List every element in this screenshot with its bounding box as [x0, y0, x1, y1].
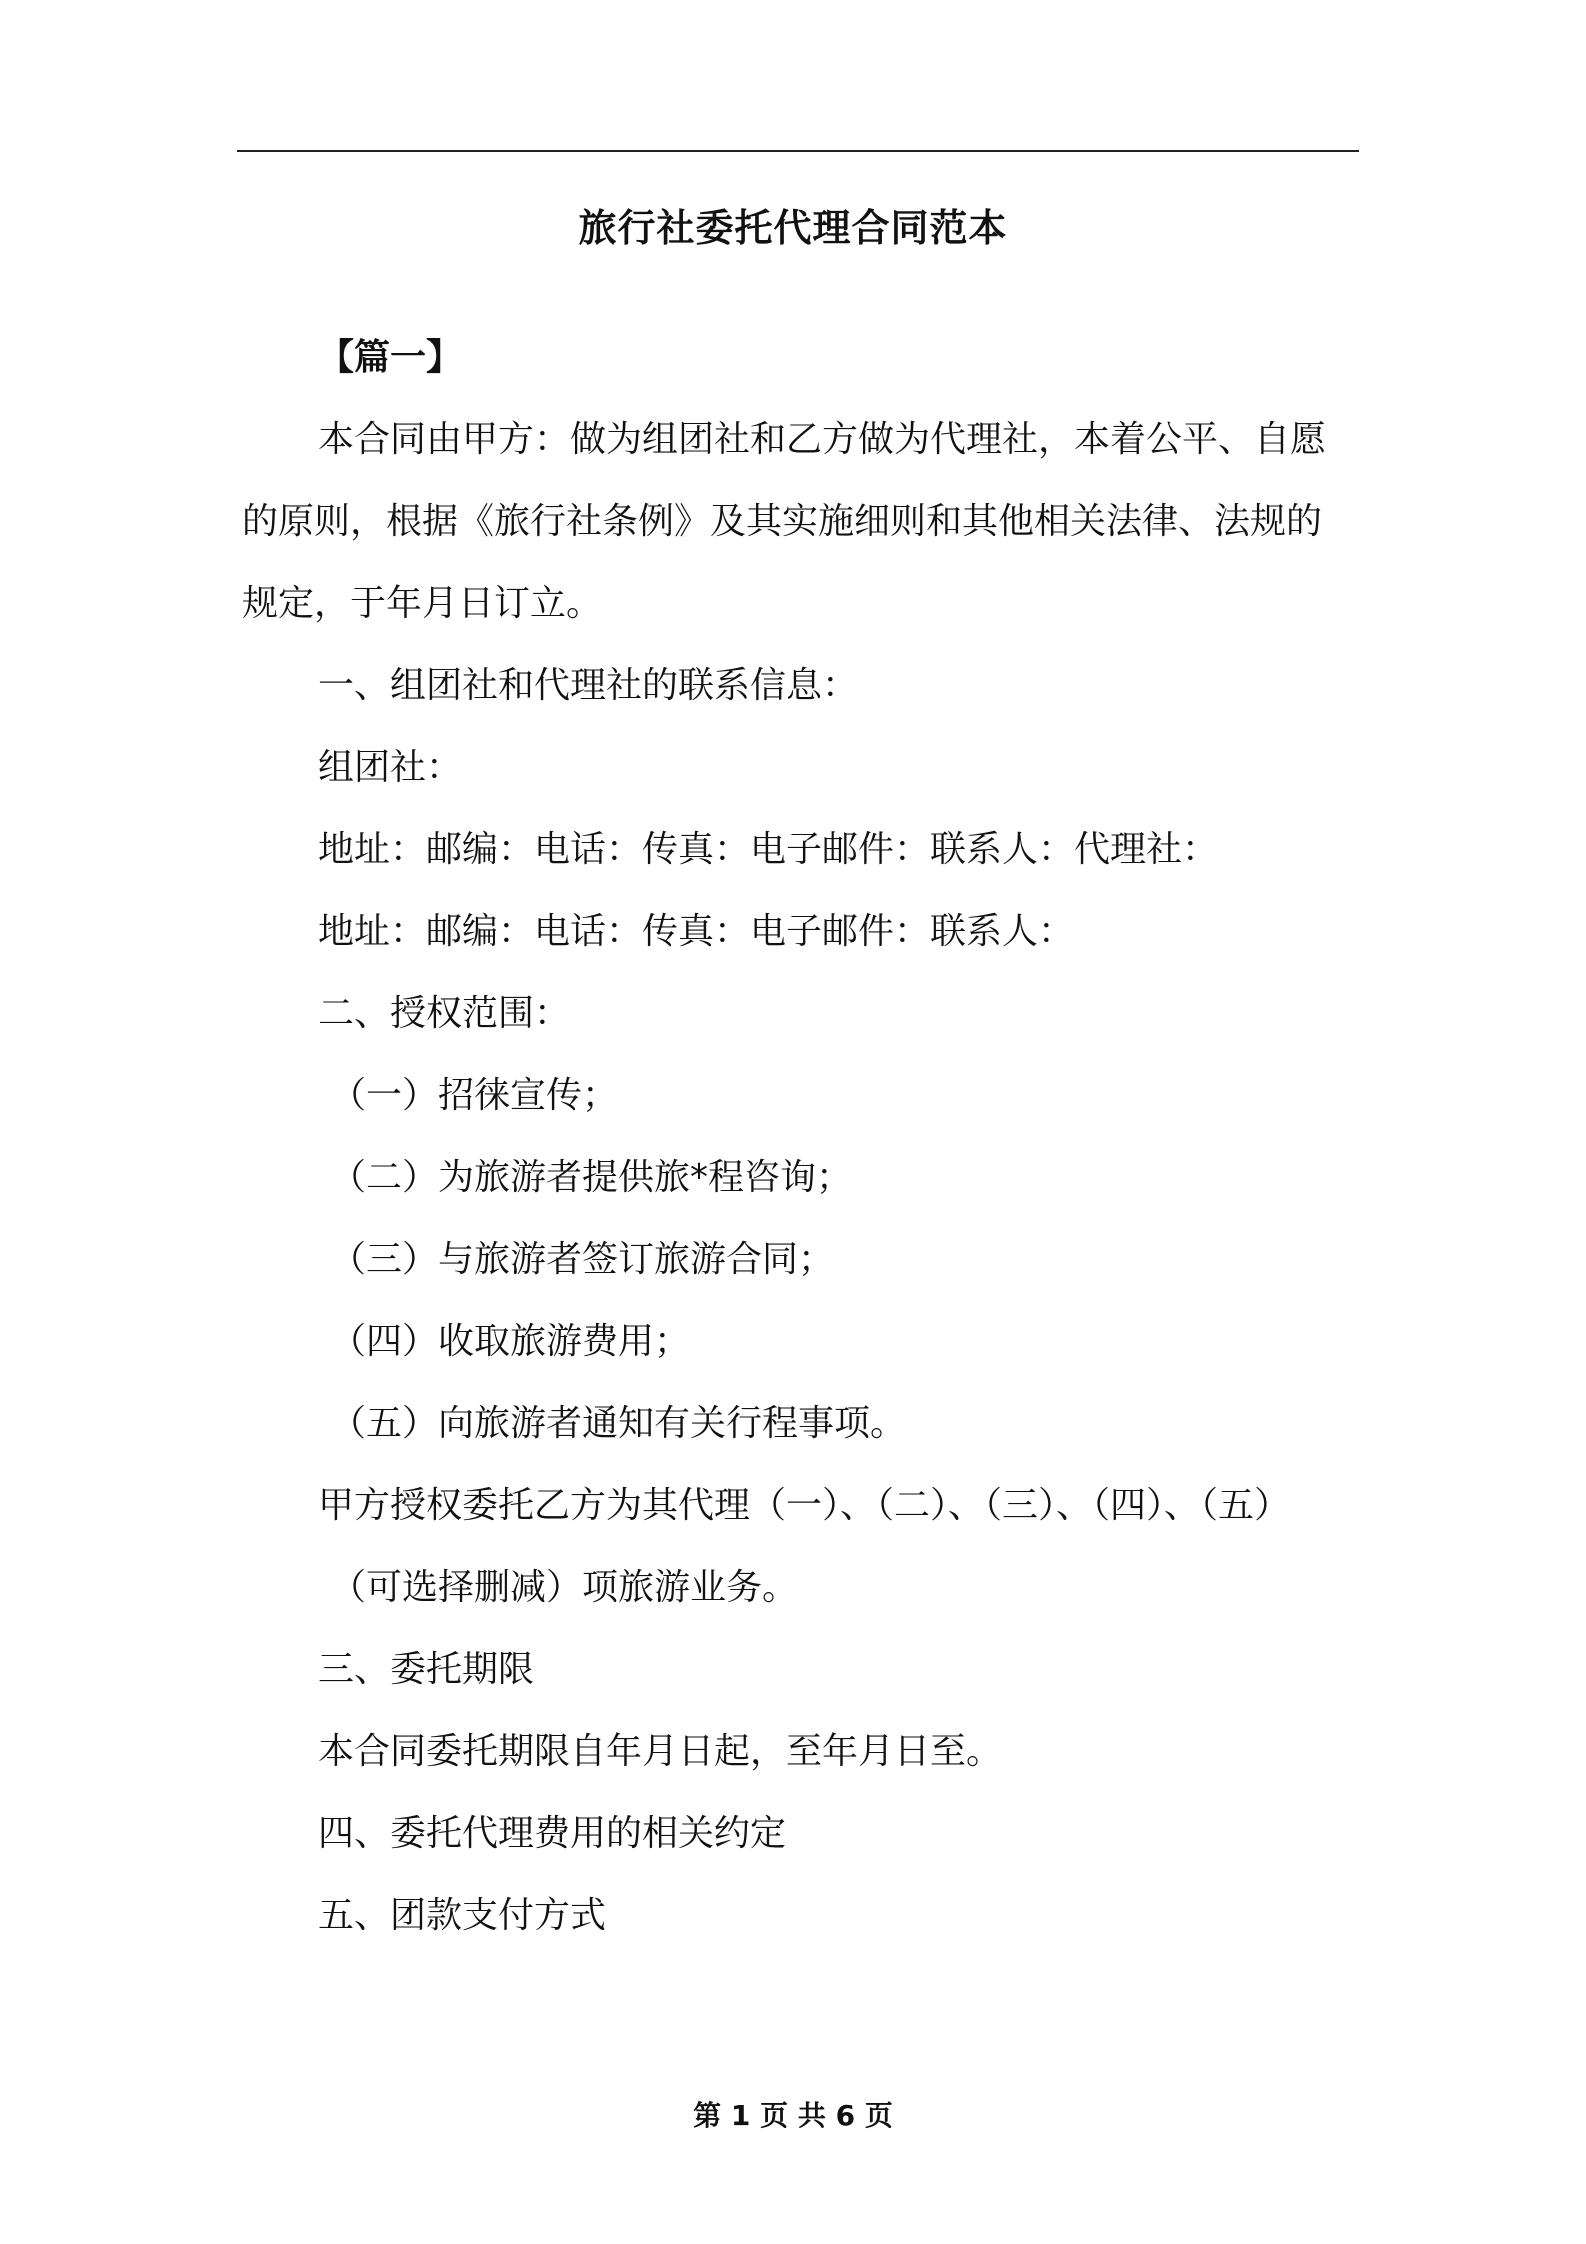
heading-payment: 五、团款支付方式 [318, 1895, 607, 1936]
term-text: 本合同委托期限自年月日起，至年月日至。 [318, 1731, 1003, 1772]
page-number: 第 1 页 共 6 页 [693, 2099, 893, 2132]
heading-fees: 四、委托代理费用的相关约定 [318, 1813, 787, 1854]
document-title: 旅行社委托代理合同范本 [578, 206, 1008, 250]
scope-item: （二）为旅游者提供旅*程咨询； [330, 1157, 853, 1198]
scope-item: （五）向旅游者通知有关行程事项。 [330, 1403, 907, 1444]
intro-line-1: 本合同由甲方：做为组团社和乙方做为代理社，本着公平、自愿 [318, 419, 1327, 460]
section-label: 【篇一】 [318, 337, 463, 378]
scope-item: （三）与旅游者签订旅游合同； [330, 1239, 835, 1280]
organizer-label: 组团社： [318, 747, 463, 788]
heading-contact-info: 一、组团社和代理社的联系信息： [318, 665, 859, 706]
scope-item: （一）招徕宣传； [330, 1075, 619, 1116]
contact-line-1: 地址：邮编：电话：传真：电子邮件：联系人：代理社： [318, 829, 1219, 870]
heading-term: 三、委托期限 [318, 1649, 535, 1690]
scope-item: （四）收取旅游费用； [330, 1321, 691, 1362]
intro-line-3: 规定，于年月日订立。 [242, 583, 603, 624]
contact-line-2: 地址：邮编：电话：传真：电子邮件：联系人： [318, 911, 1075, 952]
authorize-line-1: 甲方授权委托乙方为其代理（一）、（二）、（三）、（四）、（五） [318, 1485, 1291, 1526]
intro-line-2: 的原则，根据《旅行社条例》及其实施细则和其他相关法律、法规的 [242, 501, 1323, 542]
header-rule [237, 150, 1359, 152]
heading-scope: 二、授权范围： [318, 993, 571, 1034]
authorize-line-2: （可选择删减）项旅游业务。 [330, 1567, 799, 1608]
